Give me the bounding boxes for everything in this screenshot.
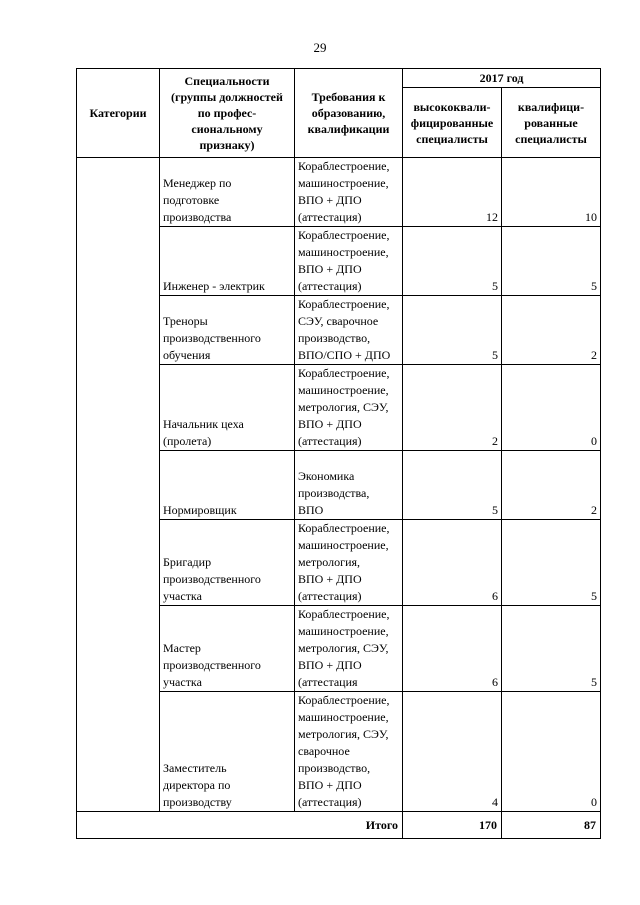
qualified-cell: 5 [502,606,601,692]
year-header: 2017 год [403,69,601,88]
requirements-cell: Кораблестроение, машиностроение, метрология, ВПО + ДПО (аттестация) [295,520,403,606]
page-number: 29 [313,40,327,55]
staff-requirements-table [76,68,601,839]
requirements-cell: Кораблестроение, СЭУ, сварочное производство, ВПО/СПО + ДПО [295,296,403,365]
qualified-cell: 0 [502,365,601,451]
specialty-cell: Заместитель директора по производству [160,692,295,812]
total-high-qualified: 170 [403,812,502,839]
specialty-cell: Инженер - электрик [160,227,295,296]
high-qualified-cell: 5 [403,296,502,365]
total-qualified: 87 [502,812,601,839]
high-qualified-cell: 6 [403,606,502,692]
qualified-cell: 5 [502,520,601,606]
specialty-cell: Нормировщик [160,451,295,520]
high-qualified-cell: 2 [403,365,502,451]
header-row-1 [77,69,601,88]
category-cell [77,158,160,812]
category-header: Категории [77,69,160,158]
qualified-cell: 2 [502,451,601,520]
requirements-cell: Кораблестроение, машиностроение, ВПО + ДПО (аттестация) [295,227,403,296]
specialty-cell: Менеджер по подготовке производства [160,158,295,227]
high-qualified-cell: 5 [403,227,502,296]
high-qualified-cell: 4 [403,692,502,812]
requirements-header: Требования к образованию, квалификации [295,69,403,158]
specialty-cell: Треноры производственного обучения [160,296,295,365]
qualified-header: квалифици- рованные специалисты [502,88,601,158]
qualified-cell: 10 [502,158,601,227]
specialty-cell: Бригадир производственного участка [160,520,295,606]
high-qualified-cell: 5 [403,451,502,520]
high-qualified-cell: 12 [403,158,502,227]
requirements-cell: Кораблестроение, машиностроение, метрология, СЭУ, ВПО + ДПО (аттестация) [295,365,403,451]
high-qualified-header: высококвали- фицированные специалисты [403,88,502,158]
qualified-cell: 5 [502,227,601,296]
requirements-cell: Кораблестроение, машиностроение, метрология, СЭУ, ВПО + ДПО (аттестация [295,606,403,692]
requirements-cell: Экономика производства, ВПО [295,451,403,520]
high-qualified-cell: 6 [403,520,502,606]
total-label: Итого [77,812,403,839]
qualified-cell: 2 [502,296,601,365]
specialty-cell: Мастер производственного участка [160,606,295,692]
total-row [77,812,601,839]
table-row [77,158,601,227]
requirements-cell: Кораблестроение, машиностроение, ВПО + ДПО (аттестация) [295,158,403,227]
specialty-cell: Начальник цеха (пролета) [160,365,295,451]
specialty-header: Специальности (группы должностей по профес- сиональному признаку) [160,69,295,158]
requirements-cell: Кораблестроение, машиностроение, метрология, СЭУ, сварочное производство, ВПО + ДПО (аттестация) [295,692,403,812]
qualified-cell: 0 [502,692,601,812]
